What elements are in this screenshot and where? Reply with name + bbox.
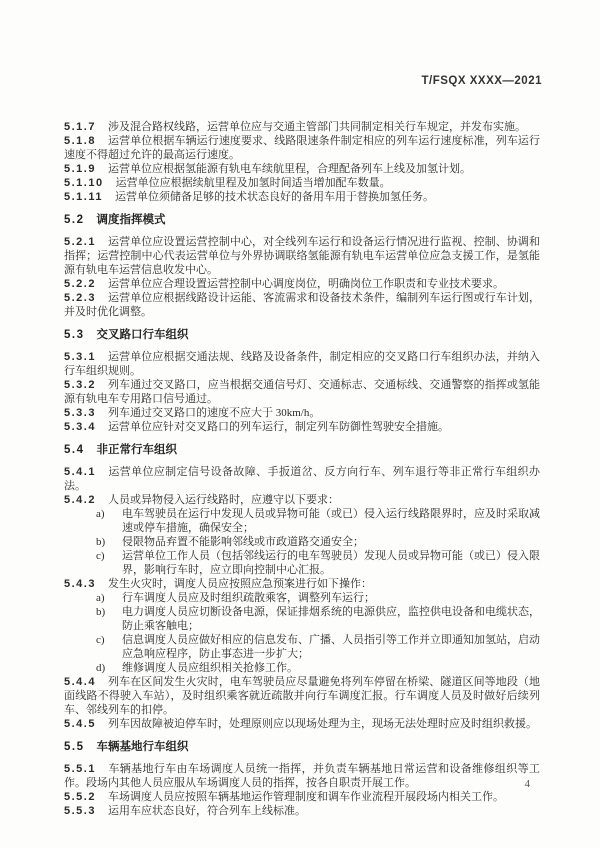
clause-text: 列车通过交叉路口，应当根据交通信号灯、交通标志、交通标线、交通警察的指挥或氢能源有轨电车专用路口信号通过。 bbox=[64, 379, 540, 405]
section-heading-5-3 bbox=[64, 328, 540, 342]
clause-text: 运营单位应根据氢能源有轨电车续航里程，合理配备列车上线及加氢计划。 bbox=[107, 163, 471, 175]
clause-number: 5.1.10 bbox=[64, 177, 104, 189]
clause-text: 车辆基地行车由车场调度人员统一指挥，并负责车辆基地日常运营和设备维修组织等工作。段场内其他人员应服从车场调度人员的指挥，按各自职责开展工作。 bbox=[64, 763, 540, 789]
section-number: 5.2 bbox=[64, 214, 85, 226]
clause-number: 5.3.4 bbox=[64, 421, 96, 433]
list-item-text: 维修调度人员应组织相关抢修工作。 bbox=[122, 662, 298, 674]
section-title: 车辆基地行车组织 bbox=[96, 741, 189, 753]
clause-5-1-7 bbox=[64, 120, 540, 134]
clause-number: 5.4.4 bbox=[64, 676, 96, 688]
clause-5-2-1 bbox=[64, 235, 540, 277]
clause-number: 5.3.2 bbox=[64, 379, 96, 391]
clause-text: 运营单位应针对交叉路口的列车运行，制定列车防御性驾驶安全措施。 bbox=[107, 421, 449, 433]
section-number: 5.3 bbox=[64, 329, 85, 341]
list-item bbox=[64, 661, 540, 675]
clause-text: 人员或异物侵入运行线路时，应遵守以下要求： bbox=[107, 494, 339, 506]
list-item-text: 电车驾驶员在运行中发现人员或异物可能（或已）侵入运行线路限界时，应及时采取减速或停车措施，确保安全； bbox=[122, 508, 540, 534]
clause-5-4-3 bbox=[64, 577, 540, 591]
list-item bbox=[64, 591, 540, 605]
clause-5-4-5 bbox=[64, 717, 540, 731]
clause-text: 运营单位应制定信号设备故障、手扳道岔、反方向行车、列车退行等非正常行车组织办法。 bbox=[64, 466, 540, 492]
clause-5-3-1 bbox=[64, 350, 540, 378]
clause-text: 运用车应状态良好，符合列车上线标准。 bbox=[107, 805, 306, 817]
list-item bbox=[64, 605, 540, 633]
list-item-label: b) bbox=[96, 606, 106, 618]
clause-5-5-1 bbox=[64, 762, 540, 790]
section-title: 交叉路口行车组织 bbox=[96, 329, 189, 341]
clause-text: 运营单位须储备足够的技术状态良好的备用车用于替换加氢任务。 bbox=[114, 191, 434, 203]
clause-text: 涉及混合路权线路，运营单位应与交通主管部门共同制定相关行车规定，并发布实施。 bbox=[107, 121, 526, 133]
clause-text: 运营单位应根据线路设计运能、客流需求和设备技术条件，编制列车运行图或行车计划，并及时优化调整。 bbox=[64, 292, 540, 318]
clause-number: 5.1.11 bbox=[64, 191, 103, 203]
clause-5-2-3 bbox=[64, 291, 540, 319]
list-item-label: a) bbox=[96, 508, 105, 520]
section-heading-5-2 bbox=[64, 213, 540, 227]
clause-number: 5.5.2 bbox=[64, 791, 96, 803]
list-item-text: 运营单位工作人员（包括邻线运行的电车驾驶员）发现人员或异物可能（或已）侵入限界，影响行车时，应立即向控制中心汇报。 bbox=[122, 550, 540, 576]
list-item bbox=[64, 535, 540, 549]
clause-text: 车场调度人员应按照车辆基地运作管理制度和调车作业流程开展段场内相关工作。 bbox=[107, 791, 504, 803]
clause-text: 运营单位应设置运营控制中心，对全线列车运行和设备运行情况进行监视、控制、协调和指挥；运营控制中心代表运营单位与外界协调联络氢能源有轨电车运营单位应急支援工作，是氢能源有轨电车运营信息收发中心。 bbox=[64, 236, 540, 276]
clause-text: 发生火灾时，调度人员应按照应急预案进行如下操作： bbox=[107, 578, 372, 590]
clause-number: 5.5.3 bbox=[64, 805, 96, 817]
clause-5-1-11 bbox=[64, 190, 540, 204]
clause-number: 5.5.1 bbox=[64, 763, 96, 775]
clause-5-1-10 bbox=[64, 176, 540, 190]
clause-number: 5.4.5 bbox=[64, 718, 96, 730]
clause-text: 列车通过交叉路口的速度不应大于 30km/h。 bbox=[107, 407, 321, 419]
list-item-label: b) bbox=[96, 536, 106, 548]
clause-number: 5.3.1 bbox=[64, 351, 96, 363]
clause-number: 5.1.9 bbox=[64, 163, 96, 175]
clause-text: 运营单位应合理设置运营控制中心调度岗位，明确岗位工作职责和专业技术要求。 bbox=[107, 278, 504, 290]
clause-5-4-4 bbox=[64, 675, 540, 717]
list-item-text: 行车调度人员应及时组织疏散乘客，调整列车运行； bbox=[122, 592, 375, 604]
clause-5-3-3 bbox=[64, 406, 540, 420]
list-item-label: c) bbox=[96, 634, 105, 646]
clause-number: 5.2.1 bbox=[64, 236, 96, 248]
list-item-text: 电力调度人员应切断设备电源，保证排烟系统的电源供应，监控供电设备和电缆状态，防止乘客触电； bbox=[122, 606, 540, 632]
clause-5-3-2 bbox=[64, 378, 540, 406]
list-item bbox=[64, 633, 540, 661]
clause-number: 5.4.1 bbox=[64, 466, 96, 478]
clause-5-1-9 bbox=[64, 162, 540, 176]
clause-number: 5.3.3 bbox=[64, 407, 96, 419]
standard-code-header: T/FSQX XXXX—2021 bbox=[421, 75, 542, 87]
clause-5-1-8 bbox=[64, 134, 540, 162]
clause-5-3-4 bbox=[64, 420, 540, 434]
clause-text: 运营单位应根据续航里程及加氢时间适当增加配车数量。 bbox=[115, 177, 391, 189]
page-number: 4 bbox=[524, 778, 530, 790]
clause-text: 列车在区间发生火灾时，电车驾驶员应尽量避免将列车停留在桥梁、隧道区间等地段（地面线路不得驶入车站），及时组织乘客就近疏散并向行车调度汇报。行车调度人员及时做好后续列车、邻线列车的扣停。 bbox=[64, 676, 540, 716]
section-heading-5-4 bbox=[64, 443, 540, 457]
section-title: 非正常行车组织 bbox=[96, 444, 177, 456]
clause-5-5-3 bbox=[64, 804, 540, 818]
clause-number: 5.2.3 bbox=[64, 292, 96, 304]
clause-number: 5.2.2 bbox=[64, 278, 96, 290]
list-item bbox=[64, 507, 540, 535]
section-title: 调度指挥模式 bbox=[96, 214, 166, 226]
document-body bbox=[64, 120, 540, 818]
list-item bbox=[64, 549, 540, 577]
section-number: 5.5 bbox=[64, 741, 85, 753]
clause-number: 5.4.3 bbox=[64, 578, 96, 590]
list-item-label: a) bbox=[96, 592, 105, 604]
clause-text: 运营单位根据车辆运行速度要求、线路限速条件制定相应的列车运行速度标准，列车运行速度不得超过允许的最高运行速度。 bbox=[64, 135, 540, 161]
list-item-text: 信息调度人员应做好相应的信息发布、广播、人员指引等工作并立即通知加氢站，启动应急响应程序，防止事态进一步扩大； bbox=[122, 634, 540, 660]
clause-5-2-2 bbox=[64, 277, 540, 291]
list-item-text: 侵限物品弃置不能影响邻线或市政道路交通安全； bbox=[122, 536, 364, 548]
clause-number: 5.1.7 bbox=[64, 121, 96, 133]
clause-5-5-2 bbox=[64, 790, 540, 804]
clause-number: 5.4.2 bbox=[64, 494, 96, 506]
list-item-label: d) bbox=[96, 662, 106, 674]
clause-text: 列车因故障被迫停车时，处理原则应以现场处理为主，现场无法处理时应及时组织救援。 bbox=[107, 718, 537, 730]
section-number: 5.4 bbox=[64, 444, 85, 456]
clause-5-4-2 bbox=[64, 493, 540, 507]
clause-number: 5.1.8 bbox=[64, 135, 96, 147]
section-heading-5-5 bbox=[64, 740, 540, 754]
list-item-label: c) bbox=[96, 550, 105, 562]
clause-text: 运营单位应根据交通法规、线路及设备条件，制定相应的交叉路口行车组织办法，并纳入行车组织规则。 bbox=[64, 351, 540, 377]
clause-5-4-1 bbox=[64, 465, 540, 493]
